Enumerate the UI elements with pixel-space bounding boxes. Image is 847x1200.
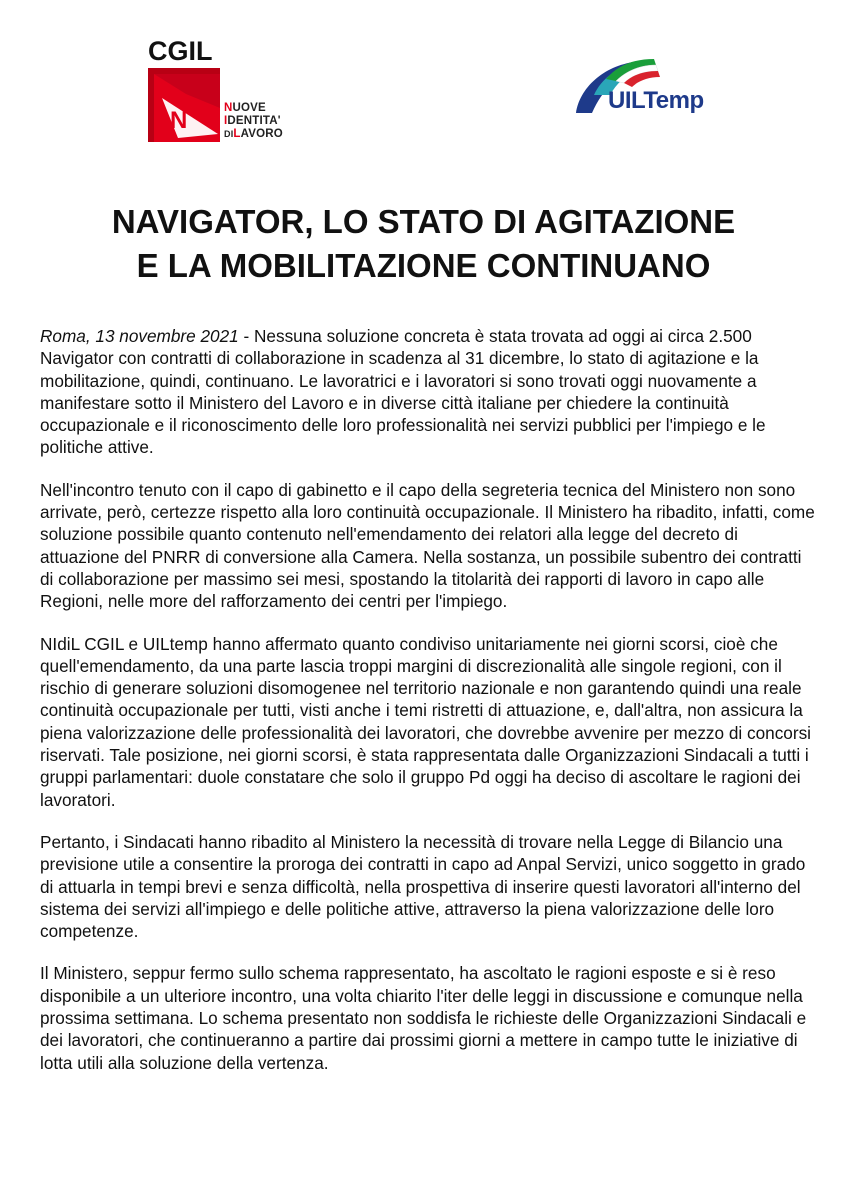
- title-line: NAVIGATOR, LO STATO DI AGITAZIONE: [111, 203, 736, 240]
- title-line: E LA MOBILITAZIONE CONTINUANO: [136, 247, 711, 284]
- cgil-logo-mark: [148, 68, 220, 142]
- cgil-logo: [140, 36, 300, 146]
- paragraph: Pertanto, i Sindacati hanno ribadito al Ministero la necessità di trovare nella Legge di Bilancio una previsione utile a consentire la proroga dei contratti in capo ad Anpal Servizi, unico soggetto in grado di attuarla in tempi brevi e senza difficoltà, nella prospettiva di inserire questi lavoratori all'interno del sistema dei servizi all'impiego e delle politiche attive, attraverso la piena valorizzazione delle loro competenze.: [40, 831, 806, 942]
- document-body: [40, 325, 815, 1094]
- paragraph: [40, 325, 815, 459]
- paragraph: Nell'incontro tenuto con il capo di gabinetto e il capo della segreteria tecnica del Ministero non sono arrivate, però, certezze rispetto alla loro continuità occupazionale. Il Ministero ha ribadito, infatti, come soluzione possibile quanto contenuto nell'emendamento dei relatori alla legge del decreto di attuazione del PNRR di conversione alla Camera. Nella sostanza, un possibile subentro dei contratti di collaborazione per massimo sei mesi, spostando la titolarità dei rapporti di lavoro in capo alle Regioni, nelle more del rafforzamento dei centri per l'impiego.: [40, 479, 815, 612]
- cgil-logo-letter: N: [170, 107, 188, 134]
- cgil-logo-word: CGIL: [148, 36, 213, 66]
- paragraph-text: - Nessuna soluzione concreta è stata trovata ad oggi ai circa 2.500 Navigator con contratti di collaborazione in scadenza al 31 dicembre, lo stato di agitazione e la mobilitazione, quindi, continuano. Le lavoratrici e i lavoratori si sono trovati oggi nuovamente a manifestare sotto il Ministero del Lavoro e in diverse città italiane per chiedere la continuità occupazionale e il riconoscimento delle loro professionalità nei servizi pubblici per l'impiego e le politiche attive.: [40, 326, 766, 458]
- paragraph: NIdiL CGIL e UILtemp hanno affermato quanto condiviso unitariamente nei giorni scorsi, cioè che quell'emendamento, da una parte lascia troppi margini di discrezionalità alle singole regioni, con il rischio di generare soluzioni disomogenee nel territorio nazionale e non garantendo quindi una reale continuità occupazionale per tutti, visti anche i temi ristretti di attuazione, e, dall'altra, non assicura la piena valorizzazione delle professionalità dei lavoratori, che dovrebbe avvenire per mezzo di concorsi riservati. Tale posizione, nei giorni scorsi, è stata rappresentata dalle Organizzazioni Sindacali a tutti i gruppi parlamentari: duole constatare che solo il gruppo Pd oggi ha deciso di ascoltare le ragioni dei lavoratori.: [40, 633, 811, 810]
- dateline: Roma, 13 novembre 2021: [40, 326, 239, 346]
- paragraph: Il Ministero, seppur fermo sullo schema rappresentato, ha ascoltato le ragioni esposte e si è reso disponibile a un ulteriore incontro, una volta chiarito l'iter delle leggi in discussione e comunque nella prossima settimana. Lo schema presentato non soddisfa le richieste delle Organizzazioni Sindacali e dei lavoratori, che continueranno a partire dai prossimi giorni a mettere in campo tutte le iniziative di lotta utili alla soluzione della vertenza.: [40, 963, 807, 1073]
- cgil-logo-subtitle: NUOVE IDENTITA' DILAVORO: [224, 102, 283, 140]
- uiltemp-logo: [570, 55, 750, 135]
- document-title: [0, 200, 847, 288]
- uiltemp-logo-word: UILTemp: [608, 87, 704, 114]
